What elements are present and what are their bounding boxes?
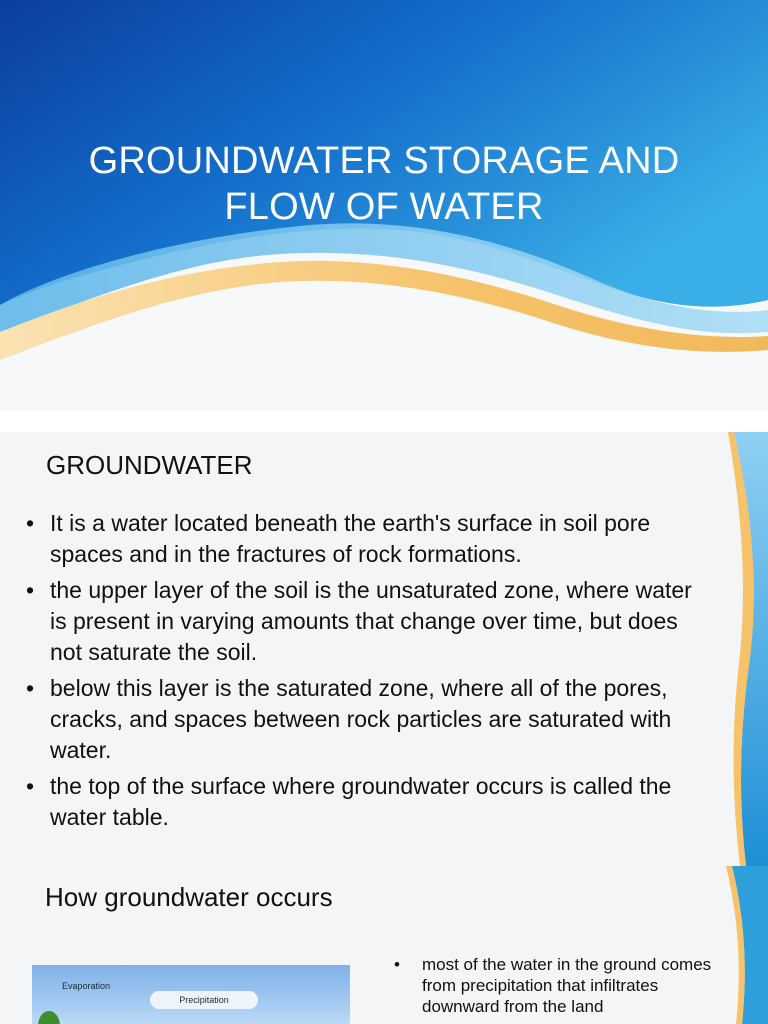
evaporation-label: Evaporation <box>62 981 111 991</box>
bullet-icon: • <box>26 675 35 701</box>
bullet-list <box>26 508 706 838</box>
bullet-icon: • <box>26 773 35 799</box>
precipitation-label: Precipitation <box>179 995 229 1005</box>
water-cycle-diagram <box>32 965 350 1024</box>
list-item <box>26 771 706 833</box>
bullet-icon: • <box>394 955 400 974</box>
tree-icon <box>38 1011 60 1024</box>
bullet-text: below this layer is the saturated zone, where all of the pores, cracks, and spaces between rock particles are saturated with water. <box>50 675 672 763</box>
list-item <box>392 954 722 1017</box>
bullet-text: the top of the surface where groundwater occurs is called the water table. <box>50 773 672 830</box>
bullet-text: It is a water located beneath the earth's surface in soil pore spaces and in the fractures of rock formations. <box>50 510 651 567</box>
side-wave-decoration <box>708 432 768 866</box>
bullet-text: the upper layer of the soil is the unsaturated zone, where water is present in varying amounts that change over time, but does not saturate the soil. <box>50 577 692 665</box>
bullet-icon: • <box>26 577 35 603</box>
groundwater-slide <box>0 432 768 866</box>
bullet-text: most of the water in the ground comes from precipitation that infiltrates downward from the land <box>422 955 712 1016</box>
list-item <box>26 508 706 570</box>
how-groundwater-occurs-slide <box>0 866 768 1024</box>
bullet-list <box>392 954 722 1017</box>
precipitation-cloud <box>150 991 258 1009</box>
bullet-icon: • <box>26 510 35 536</box>
slide-title: GROUNDWATER STORAGE AND FLOW OF WATER <box>88 140 680 228</box>
title-slide <box>0 0 768 411</box>
section-heading: GROUNDWATER <box>46 450 253 480</box>
list-item <box>26 575 706 668</box>
section-heading: How groundwater occurs <box>45 882 333 912</box>
list-item <box>26 673 706 766</box>
